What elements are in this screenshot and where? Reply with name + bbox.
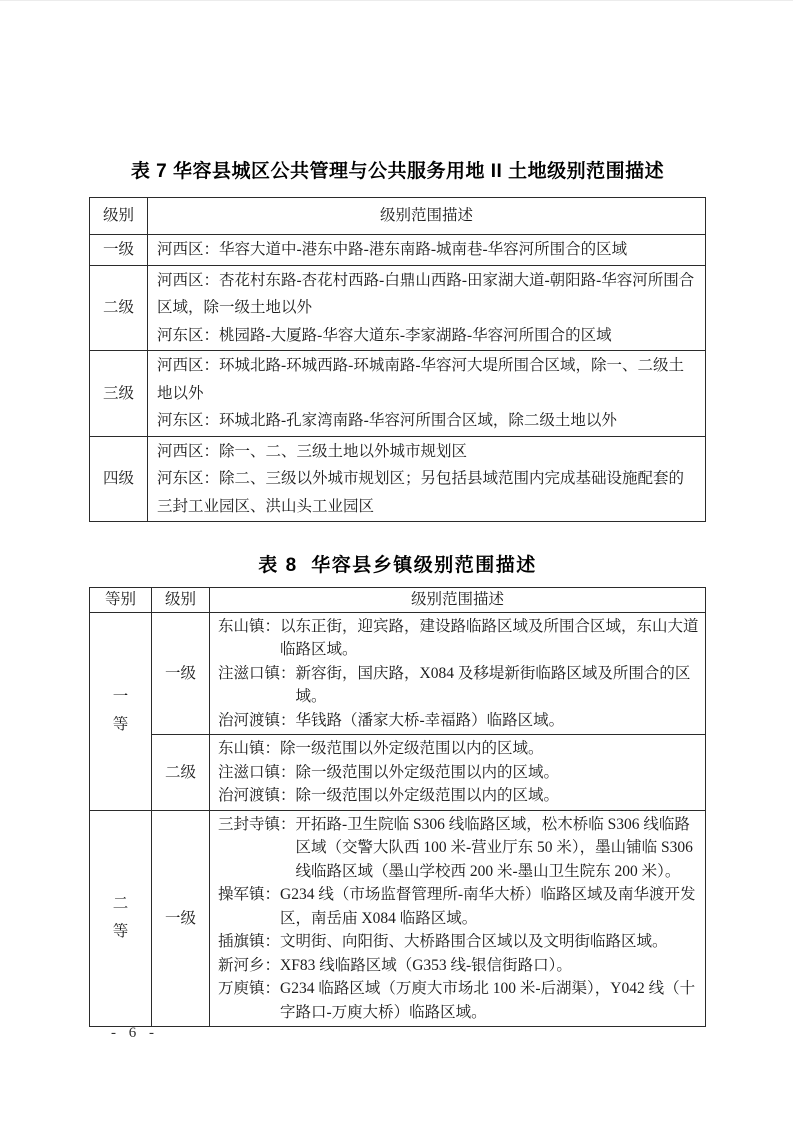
town-description: 新容街，国庆路，X084 及移堤新街临路区域及所围合的区域。 [295,664,691,705]
description-cell [148,351,706,437]
level-cell: 四级 [90,436,148,522]
town-description: 除一级范围以外定级范围以内的区域。 [280,740,544,757]
town-entry [218,737,700,761]
description-cell [148,235,706,266]
town-entry [218,977,700,1024]
town-description: XF83 线临路区域（G353 线-银信街路口）。 [280,956,572,974]
description-cell [210,612,706,735]
table8-title: 表 8 华容县乡镇级别范围描述 [258,555,537,576]
town-label: 治河渡镇： [218,787,296,804]
district-paragraph: 河东区：环城北路-孔家湾南路-华容河所围合区域，除二级土地以外 [157,412,617,429]
level-cell: 二级 [90,265,148,351]
town-label: 插旗镇： [218,933,281,950]
town-label: 治河渡镇： [218,711,296,729]
town-entry [218,615,700,662]
table7-urban-land-grade-table [89,197,706,522]
col-header-description: 级别范围描述 [210,588,706,613]
table8-body [90,612,706,1027]
table8-row [90,612,706,735]
district-paragraph: 河东区：除二、三级以外城市规划区；另包括县域范围内完成基础设施配套的三封工业园区、洪山头工业园区 [157,470,685,515]
town-description: 开拓路-卫生院临 S306 线临路区域，松木桥临 S306 线临路区域（交警大队西 100 米-营业厅东 50 米），墨山铺临 S306 线临路区域（墨山学校西 200 米-墨山卫生院东 200 米）。 [295,815,693,880]
town-label: 操军镇： [218,886,281,903]
level-cell: 二级 [152,735,210,811]
town-entry [218,813,700,884]
description-cell [148,436,706,522]
district-paragraph: 河西区：华容大道中-港东中路-港东南路-城南巷-华容河所围合的区域 [157,241,628,258]
grade-cell [90,612,152,810]
town-entry [218,784,700,808]
town-label: 三封寺镇： [218,815,296,833]
town-label: 新河乡： [218,956,281,974]
table8-header-row [90,588,706,613]
grade-cell [90,810,152,1027]
table7-row [90,351,706,437]
table7-title: 表 7 华容县城区公共管理与公共服务用地 II 土地级别范围描述 [130,161,665,182]
table8-row [90,735,706,811]
page-number: - 6 - [111,1025,155,1041]
table7-row [90,436,706,522]
table8-header [90,588,706,613]
district-paragraph: 河西区：杏花村东路-杏花村西路-白鼎山西路-田家湖大道-朝阳路-华容河所围合区域，除一级土地以外 [157,271,695,316]
grade-char: 等 [112,923,129,941]
town-description: 除一级范围以外定级范围以内的区域。 [295,787,560,804]
grade-char: 二 [112,895,129,913]
description-cell [210,810,706,1027]
table8-row [90,810,706,1027]
town-label: 注滋口镇： [218,664,296,682]
col-header-level: 级别 [152,588,210,613]
town-entry [218,930,700,954]
table8-township-grade-table [89,587,706,1027]
description-cell [148,265,706,351]
town-label: 注滋口镇： [218,763,296,781]
table7-header-row [90,198,706,235]
description-cell [210,735,706,811]
table7-row [90,235,706,266]
town-description: G234 临路区域（万庾大市场北 100 米-后湖渠），Y042 线（十字路口-万庾大桥）临路区域。 [280,980,696,1021]
district-paragraph: 河西区：环城北路-环城西路-环城南路-华容河大堤所围合区域，除一、二级土地以外 [157,357,684,402]
town-label: 东山镇： [218,617,281,635]
level-cell: 一级 [152,612,210,735]
table7-body [90,235,706,522]
level-cell: 一级 [152,810,210,1027]
grade-char: 一 [112,688,129,705]
document-content [89,1,706,1027]
district-paragraph: 河西区：除一、二、三级土地以外城市规划区 [157,442,468,460]
town-description: 以东正街，迎宾路，建设路临路区域及所围合区域，东山大道临路区域。 [280,617,699,658]
town-description: 除一级范围以外定级范围以内的区域。 [295,763,560,781]
town-description: 华钱路（潘家大桥-幸福路）临路区域。 [295,711,565,729]
town-entry [218,709,700,733]
town-entry [218,761,700,785]
town-description: G234 线（市场监督管理所-南华大桥）临路区域及南华渡开发区，南岳庙 X084 临路区域。 [280,886,696,927]
col-header-level: 级别 [90,198,148,235]
table7-header [90,198,706,235]
town-label: 万庾镇： [218,980,281,997]
level-cell: 一级 [90,235,148,266]
district-paragraph: 河东区：桃园路-大厦路-华容大道东-李家湖路-华容河所围合的区域 [157,326,612,344]
town-entry [218,662,700,709]
col-header-description: 级别范围描述 [148,198,706,235]
town-entry [218,883,700,930]
level-cell: 三级 [90,351,148,437]
grade-char: 等 [112,716,129,733]
town-description: 文明街、向阳街、大桥路围合区域以及文明街临路区域。 [280,933,668,950]
town-entry [218,954,700,978]
table7-row [90,265,706,351]
col-header-grade: 等别 [90,588,152,613]
town-label: 东山镇： [218,740,281,757]
